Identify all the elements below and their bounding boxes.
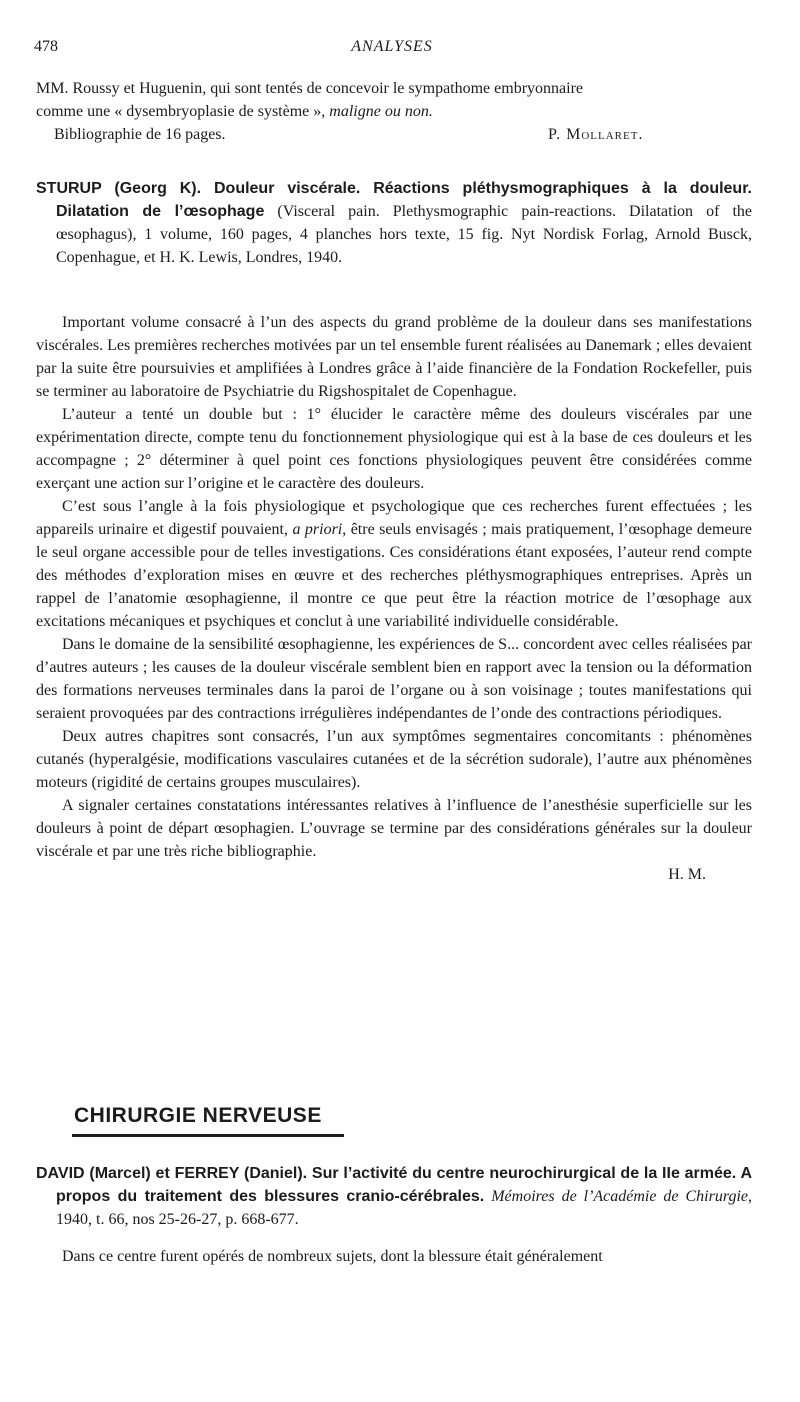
signature: H. M. [668,866,706,883]
paragraph [36,495,752,633]
paragraph: Dans le domaine de la sensibilité œsophagienne, les expériences de S... concordent avec celles réalisées par d’autres auteurs ; les causes de la douleur viscérale semblent bien en rapport avec la tension ou la déformation des formations nerveuses terminales dans la paroi de l’organe ou à son voisinage ; toutes manifestations qui seraient provoquées par des contractions irrégulières indépendantes de l’onde des contractions périodiques. [36,636,752,722]
page-number: 478 [34,38,58,55]
paragraph-italic: a priori [292,521,343,538]
review-author: STURUP [36,180,102,197]
prev-review-italic: maligne ou non. [329,103,433,120]
review-reference: (Visceral pain. Plethysmographic pain-reactions. Dilatation of the œsophagus), 1 volume, 160 pages, 4 planches hors texte, 15 fig. Nyt Nordisk Forlag, Arnold Busck, Copenhague, et H. K. Lewis, Londres, 1940. [56,203,753,266]
review-authors: DAVID (Marcel) et FERREY (Daniel). [36,1165,312,1182]
prev-review-text: comme une « dysembryoplasie de système », [36,103,330,120]
review-heading [36,177,752,269]
review-title: Sur l’activité du centre neurochirurgical de la IIe armée. A propos du traitement des blessures cranio-cérébrales. [56,1165,753,1205]
paragraph: A signaler certaines constatations intéressantes relatives à l’influence de l’anesthésie superficielle sur les douleurs à point de départ œsophagien. L’ouvrage se termine par des considérations générales sur la douleur viscérale et par une très riche bibliographie. [36,797,752,860]
bibliography-text: Bibliographie de 16 pages. [54,126,226,143]
review-heading [36,1162,752,1231]
review-title: Douleur viscérale. Réactions pléthysmographiques à la douleur. Dilatation de l’œsophage [56,180,752,220]
journal-name: Mémoires de l’Académie de Chirurgie [491,1188,749,1205]
section-title: CHIRURGIE NERVEUSE [74,1104,322,1127]
bibliography-note [36,123,752,146]
paragraph-text: , être seuls envisagés ; mais pratiquement, l’œsophage demeure le seul organe accessible pour de telles investigations. Ces considérations étant exposées, l’auteur rend compte des méthodes d’exploration mises en œuvre et des recherches pléthysmographiques entreprises. Après un rappel de l’anatomie œsophagienne, il montre ce que peut être la réaction motrice de l’œsophage aux excitations mécaniques et psychiques et conclut à une variabilité individuelle considérable. [36,521,753,630]
page-header [34,38,750,60]
previous-review-end [36,77,752,146]
section-rule [72,1134,344,1137]
paragraph-text: C’est sous l’angle à la fois physiologique et psychologique que ces recherches furent effectuées ; les appareils urinaire et digestif pouvaient, [36,498,752,538]
review-author-given: (Georg K). [101,180,214,197]
prev-review-line: MM. Roussy et Huguenin, qui sont tentés de concevoir le sympathome embryonnaire [36,80,584,97]
running-title: ANALYSES [351,38,433,55]
paragraph: Important volume consacré à l’un des aspects du grand problème de la douleur dans ses manifestations viscérales. Les premières recherches motivées par un tel ensemble furent réalisées au Danemark ; elles devaient par la suite être poursuivies et amplifiées à Londres grâce à l’aide financière de la Fondation Rockefeller, puis se terminer au laboratoire de Psychiatrie du Rigshospitalet de Copenhague. [36,314,752,400]
review-sturup [36,177,752,269]
journal-reference: , 1940, t. 66, nos 25-26-27, p. 668-677. [56,1188,753,1228]
review-sturup-body [36,311,752,886]
prev-review-line [36,100,752,123]
paragraph: Deux autres chapitres sont consacrés, l’un aux symptômes segmentaires concomitants : phénomènes cutanés (hyperalgésie, modifications vasculaires cutanées et de la sécrétion sudorale), l’autre aux phénomènes moteurs (rigidité de certains groupes musculaires). [36,728,752,791]
paragraph: L’auteur a tenté un double but : 1° élucider le caractère même des douleurs viscérales par une expérimentation directe, compte tenu du fonctionnement physiologique qui est à la base de ces douleurs et les accompagne ; 2° déterminer à quel point ces fonctions physiologiques peuvent être considérées comme exerçant une action sur l’origine et le caractère des douleurs. [36,406,752,492]
review-david-ferrey [36,1162,752,1268]
paragraph: Dans ce centre furent opérés de nombreux sujets, dont la blessure était généralement [62,1248,603,1265]
signature: P. Mollaret. [548,126,644,143]
